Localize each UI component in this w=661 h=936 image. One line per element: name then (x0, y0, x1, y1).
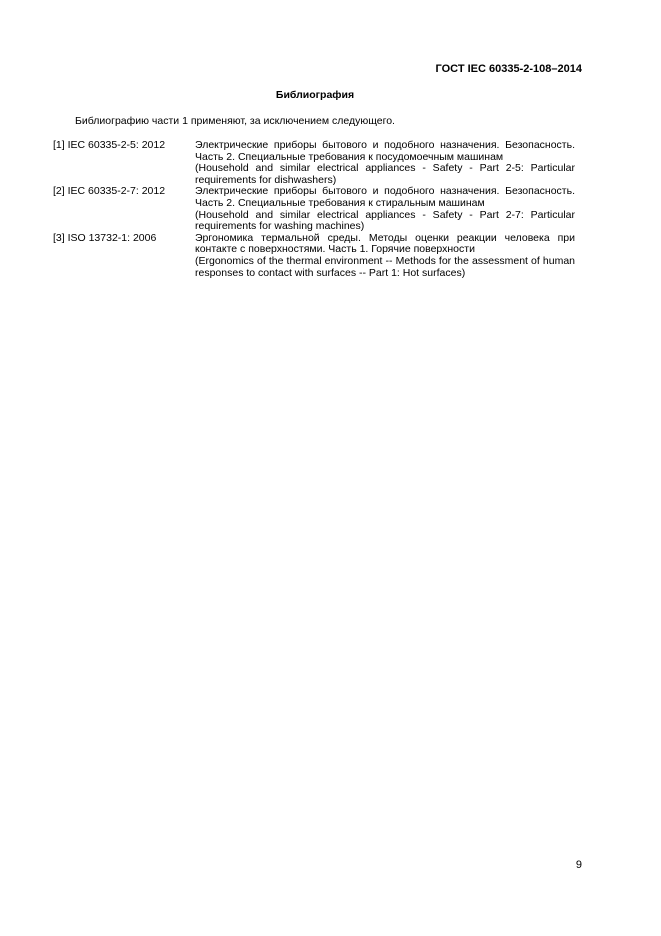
reference-item-1 (53, 140, 575, 186)
reference-item-2 (53, 186, 575, 232)
bibliography-title: Библиография (275, 89, 355, 101)
reference-description (195, 233, 575, 279)
reference-title-ru: Электрические приборы бытового и подобного назначения. Безопасность. Часть 2. Специальные требования к посудомоечным машинам (195, 139, 575, 163)
reference-title-en: (Ergonomics of the thermal environment -- Methods for the assessment of human responses to contact with surfaces -- Part 1: Hot surfaces) (195, 254, 575, 279)
reference-code: [3] ISO 13732-1: 2006 (53, 231, 157, 244)
reference-title-ru: Эргономика термальной среды. Методы оценки реакции человека при контакте с поверхностями. Часть 1. Горячие поверхности (195, 231, 575, 256)
reference-title-ru: Электрические приборы бытового и подобного назначения. Безопасность. Часть 2. Специальные требования к стиральным машинам (195, 185, 575, 209)
reference-list (53, 140, 575, 279)
reference-code: [1] IEC 60335-2-5: 2012 (53, 139, 166, 151)
reference-item-3 (53, 233, 575, 279)
reference-description (195, 186, 575, 232)
reference-title-en: (Household and similar electrical appliances - Safety - Part 2-5: Particular requirements for dishwashers) (195, 162, 575, 186)
document-standard-id: ГОСТ IEC 60335-2-108–2014 (435, 63, 582, 75)
reference-code: [2] IEC 60335-2-7: 2012 (53, 185, 166, 198)
bibliography-intro: Библиографию части 1 применяют, за исключением следующего. (75, 115, 395, 127)
page-number: 9 (575, 859, 582, 871)
reference-description (195, 140, 575, 186)
reference-title-en: (Household and similar electrical appliances - Safety - Part 2-7: Particular requirements for washing machines) (195, 208, 575, 233)
